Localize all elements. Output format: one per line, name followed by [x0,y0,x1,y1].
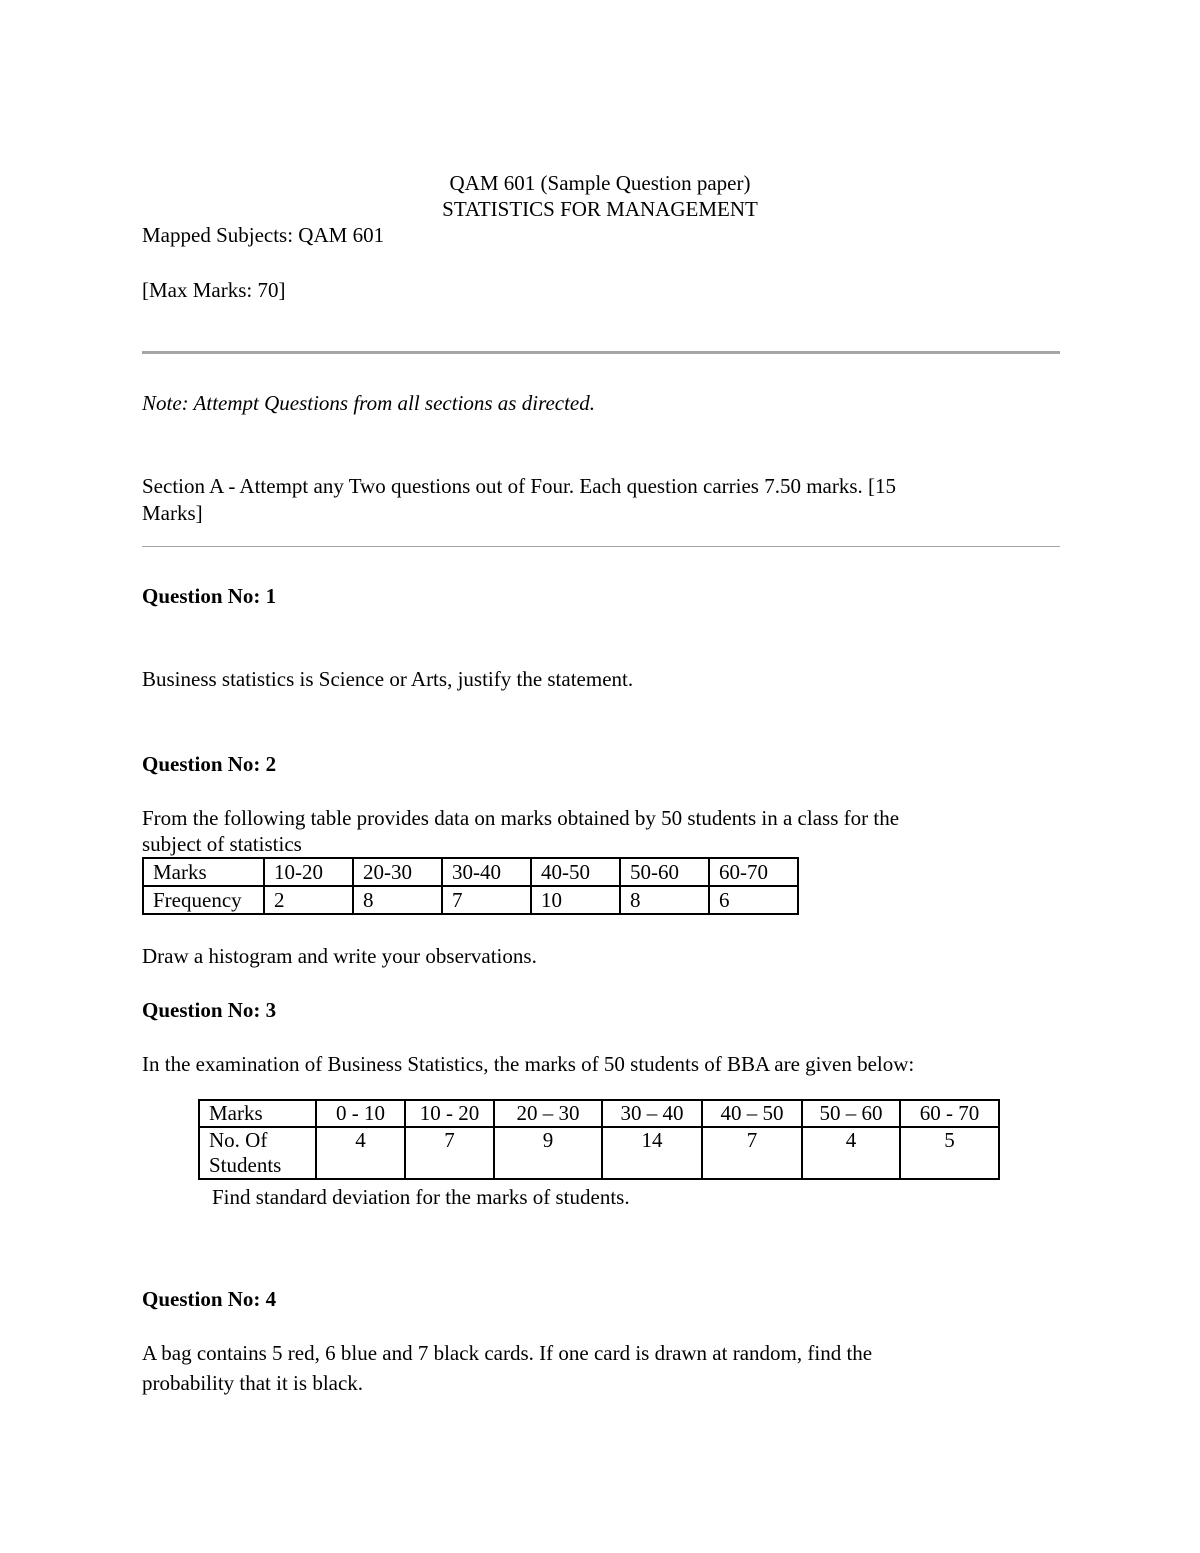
table-row-label [199,1127,316,1179]
question-4-text-line2: probability that it is black. [142,1371,364,1395]
max-marks: [Max Marks: 70] [142,278,286,302]
table-cell: 50 – 60 [802,1100,900,1127]
table-cell: 60-70 [709,858,798,886]
mapped-subjects: Mapped Subjects: QAM 601 [142,223,385,247]
table-cell: 60 - 70 [900,1100,999,1127]
table-cell: 4 [316,1127,405,1179]
table-cell: 7 [442,886,531,914]
paper-title: QAM 601 (Sample Question paper) [449,171,751,195]
table-cell: 10 - 20 [405,1100,494,1127]
question-2-text-line1: From the following table provides data on marks obtained by 50 students in a class for the [142,806,900,830]
table-cell: Marks [143,858,264,886]
table-cell: 50-60 [620,858,709,886]
section-a-heading-line2: Marks] [142,501,203,525]
table-row-label-line2: Students [209,1153,282,1177]
student-marks-table [198,1099,1000,1180]
table-cell: 8 [353,886,442,914]
table-cell: 20 – 30 [494,1100,602,1127]
question-1-text: Business statistics is Science or Arts, justify the statement. [142,667,634,691]
table-cell: 7 [702,1127,802,1179]
table-cell: 4 [802,1127,900,1179]
table-cell: 8 [620,886,709,914]
marks-frequency-table [142,857,799,915]
question-3-heading: Question No: 3 [142,998,277,1022]
instructions-note: Note: Attempt Questions from all sections as directed. [142,391,596,415]
table-row-label-line1: No. Of [209,1128,268,1152]
table-cell: 7 [405,1127,494,1179]
question-3-text: In the examination of Business Statistics, the marks of 50 students of BBA are given below: [142,1052,915,1076]
divider [142,351,1060,354]
table-cell: 5 [900,1127,999,1179]
table-cell: 9 [494,1127,602,1179]
question-3-instruction: Find standard deviation for the marks of students. [212,1185,630,1209]
table-row [143,886,798,914]
table-header-row [143,858,798,886]
question-2-instruction: Draw a histogram and write your observations. [142,944,537,968]
table-cell: 20-30 [353,858,442,886]
table-row [199,1127,999,1179]
question-1-heading: Question No: 1 [142,584,277,608]
table-cell: 2 [264,886,353,914]
table-cell: 40-50 [531,858,620,886]
divider [142,546,1060,547]
question-2-heading: Question No: 2 [142,752,277,776]
question-4-heading: Question No: 4 [142,1287,277,1311]
table-cell: 40 – 50 [702,1100,802,1127]
table-cell: 0 - 10 [316,1100,405,1127]
question-4-text-line1: A bag contains 5 red, 6 blue and 7 black cards. If one card is drawn at random, find the [142,1341,873,1365]
table-cell: 6 [709,886,798,914]
table-cell: 30-40 [442,858,531,886]
table-cell: 30 – 40 [602,1100,702,1127]
section-a-heading-line1: Section A - Attempt any Two questions out of Four. Each question carries 7.50 marks. [15 [142,474,897,498]
paper-subtitle: STATISTICS FOR MANAGEMENT [442,197,758,221]
table-cell: Frequency [143,886,264,914]
table-cell: 14 [602,1127,702,1179]
table-cell: 10 [531,886,620,914]
table-cell: 10-20 [264,858,353,886]
table-header-row [199,1100,999,1127]
table-cell: Marks [199,1100,316,1127]
question-2-text-line2: subject of statistics [142,832,302,856]
